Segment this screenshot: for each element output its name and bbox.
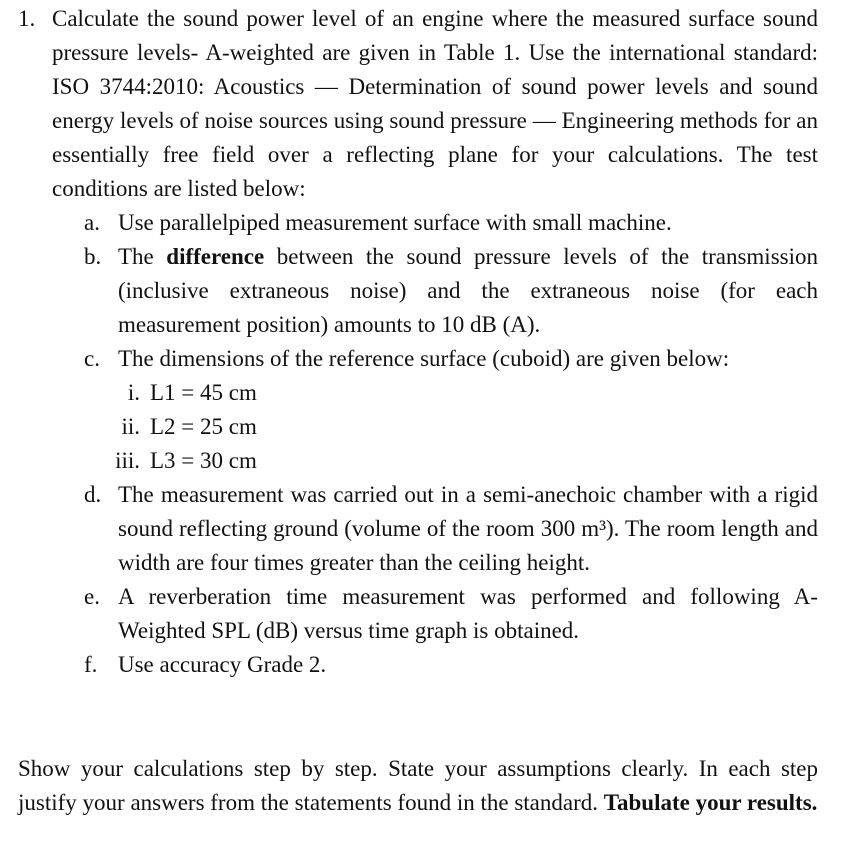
condition-d xyxy=(84,478,818,580)
dimension-marker: ii. xyxy=(121,414,140,439)
question-1 xyxy=(18,2,818,682)
dimension-l1 xyxy=(106,376,450,410)
condition-text: A reverberation time measurement was performed and following A-Weighted SPL (dB) versus time graph is obtained. xyxy=(118,584,818,643)
dimension-marker: i. xyxy=(127,380,140,405)
condition-text: Use accuracy Grade 2. xyxy=(118,652,327,677)
condition-marker: e. xyxy=(84,584,100,609)
question-intro: Calculate the sound power level of an engine where the measured surface sound pressure levels- A-weighted are given in Table 1. Use the international standard: ISO 3744:2010: Acoustics — Determination of sound power levels and sound energy levels of noise sources using sound pressure — Engineering methods for an essentially free field over a reflecting plane for your calculations. The test conditions are listed below: xyxy=(52,6,818,201)
dimension-l3 xyxy=(106,444,450,478)
dimension-list xyxy=(106,376,818,478)
dimension-marker: iii. xyxy=(115,448,140,473)
closing-text: Show your calculations step by step. State your assumptions clearly. In each step justify your answers from the statements found in the standard. xyxy=(18,756,818,815)
question-number: 1. xyxy=(18,6,36,31)
dimension-text: L2 = 25 cm xyxy=(150,414,257,439)
condition-a xyxy=(84,206,818,240)
condition-text-pre: The xyxy=(118,244,167,269)
condition-text: The dimensions of the reference surface (cuboid) are given below: xyxy=(118,346,730,371)
dimension-text: L1 = 45 cm xyxy=(150,380,257,405)
condition-b xyxy=(84,240,818,342)
closing-instructions xyxy=(18,752,818,820)
condition-marker: b. xyxy=(84,244,102,269)
condition-f xyxy=(84,648,818,682)
condition-marker: d. xyxy=(84,482,102,507)
dimension-l2 xyxy=(106,410,450,444)
closing-emphasis: Tabulate your results. xyxy=(603,790,818,815)
difference-emphasis: difference xyxy=(166,244,265,269)
condition-text: The measurement was carried out in a semi-anechoic chamber with a rigid sound reflecting ground (volume of the room 300 m³). The room length and width are four times greater than the ceiling height. xyxy=(118,482,818,575)
condition-e xyxy=(84,580,818,648)
condition-c xyxy=(84,342,818,376)
condition-marker: c. xyxy=(84,346,100,371)
condition-marker: f. xyxy=(84,652,98,677)
condition-list xyxy=(84,206,818,682)
condition-marker: a. xyxy=(84,210,100,235)
condition-text-post: between the sound pressure levels of the transmission (inclusive extraneous noise) and the extraneous noise (for each measurement position) amounts to 10 dB (A). xyxy=(118,244,818,337)
condition-text: Use parallelpiped measurement surface with small machine. xyxy=(118,210,672,235)
dimension-text: L3 = 30 cm xyxy=(150,448,257,473)
